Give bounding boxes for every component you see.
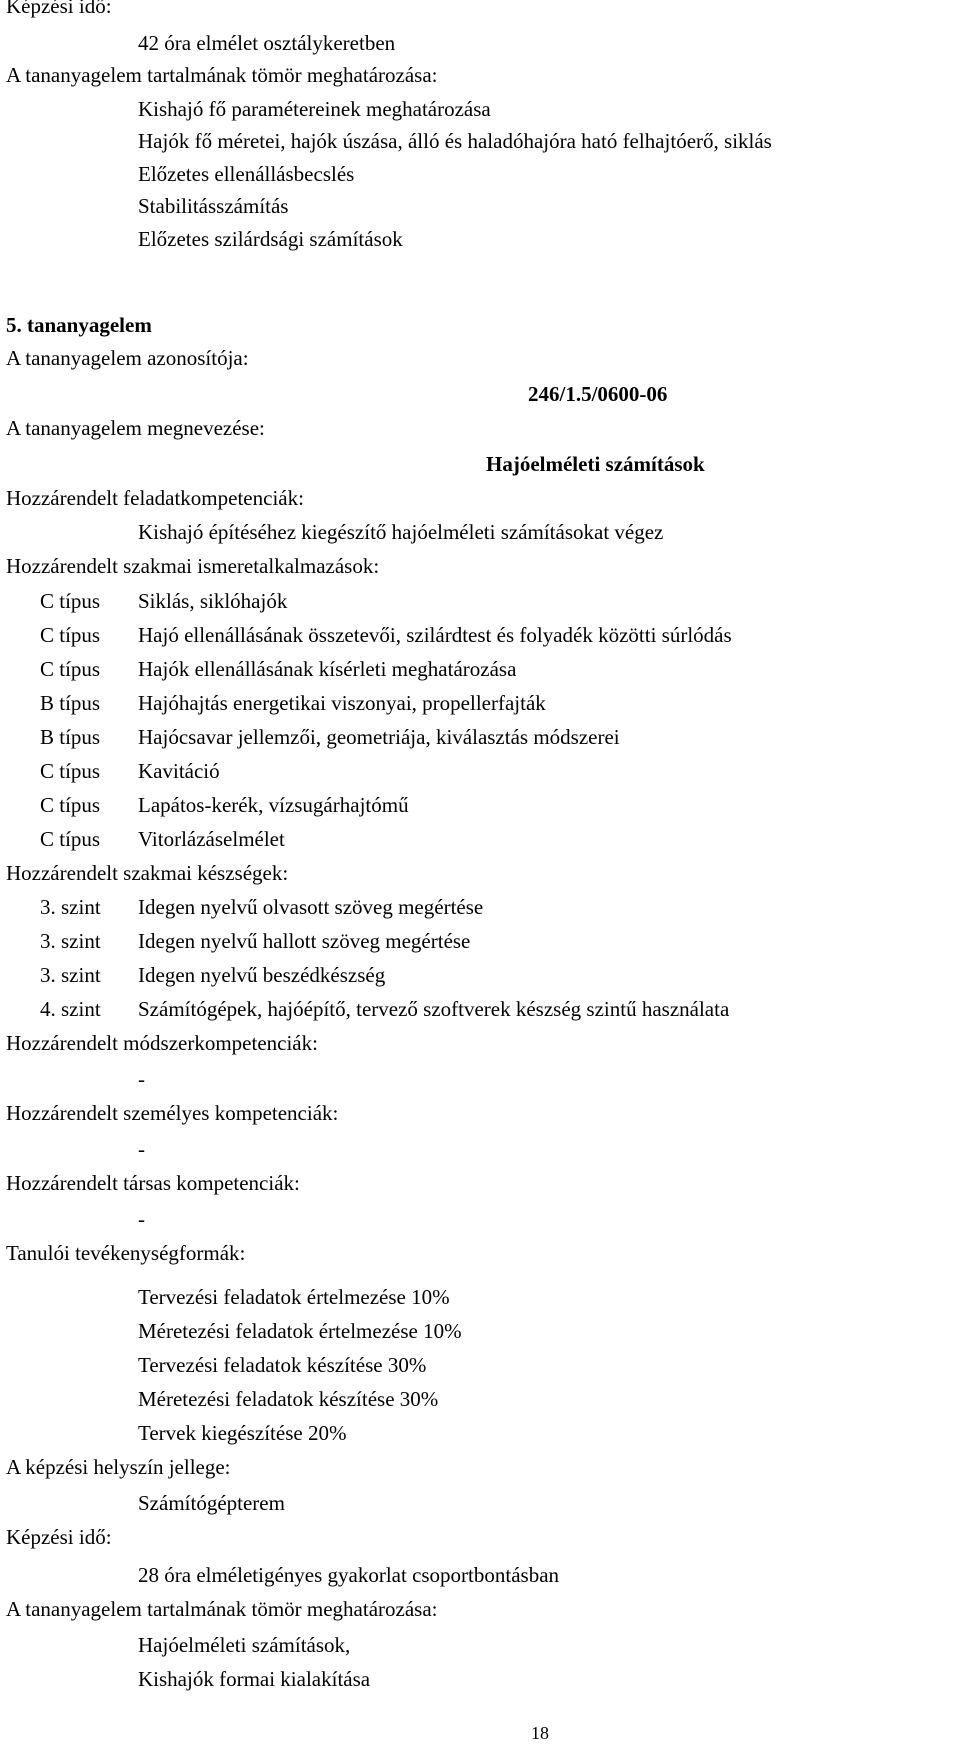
content-item: Hajók fő méretei, hajók úszása, álló és haladóhajóra ható felhajtóerő, siklás: [138, 129, 772, 153]
task-competence-value: Kishajó építéséhez kiegészítő hajóelméleti számításokat végez: [138, 520, 664, 544]
content-label-2: A tananyagelem tartalmának tömör meghatározása:: [6, 1597, 438, 1621]
training-time-value-2: 28 óra elméletigényes gyakorlat csoportbontásban: [138, 1563, 560, 1587]
knowledge-label: Hozzárendelt szakmai ismeretalkalmazások:: [6, 554, 380, 578]
method-competence-value: -: [138, 1067, 145, 1091]
social-competence-label: Hozzárendelt társas kompetenciák:: [6, 1171, 300, 1195]
activity-item: Méretezési feladatok értelmezése 10%: [138, 1319, 462, 1343]
knowledge-type: C típus: [40, 827, 101, 851]
content-item: Hajóelméleti számítások,: [138, 1633, 351, 1657]
knowledge-text: Hajók ellenállásának kísérleti meghatározása: [138, 657, 517, 681]
skill-level: 4. szint: [40, 997, 101, 1021]
skill-text: Idegen nyelvű beszédkészség: [138, 963, 386, 987]
content-item: Stabilitásszámítás: [138, 194, 289, 218]
skill-level: 3. szint: [40, 895, 101, 919]
knowledge-type: C típus: [40, 759, 101, 783]
activity-label: Tanulói tevékenységformák:: [6, 1241, 246, 1265]
skill-text: Idegen nyelvű hallott szöveg megértése: [138, 929, 471, 953]
page-number: 18: [531, 1723, 549, 1743]
training-time-label-2: Képzési idő:: [6, 1525, 112, 1549]
task-competence-label: Hozzárendelt feladatkompetenciák:: [6, 486, 304, 510]
location-label: A képzési helyszín jellege:: [6, 1455, 231, 1479]
activity-item: Tervezési feladatok készítése 30%: [138, 1353, 427, 1377]
module-name-label: A tananyagelem megnevezése:: [6, 416, 265, 440]
training-time-value: 42 óra elmélet osztálykeretben: [138, 31, 396, 55]
skill-level: 3. szint: [40, 963, 101, 987]
knowledge-text: Hajó ellenállásának összetevői, szilárdtest és folyadék közötti súrlódás: [138, 623, 732, 647]
knowledge-type: C típus: [40, 589, 101, 613]
knowledge-text: Hajócsavar jellemzői, geometriája, kiválasztás módszerei: [138, 725, 620, 749]
module-heading: 5. tananyagelem: [6, 313, 152, 337]
knowledge-text: Lapátos-kerék, vízsugárhajtómű: [138, 793, 409, 817]
knowledge-type: C típus: [40, 657, 101, 681]
personal-competence-label: Hozzárendelt személyes kompetenciák:: [6, 1101, 339, 1125]
knowledge-text: Kavitáció: [138, 759, 220, 783]
knowledge-text: Vitorlázáselmélet: [138, 827, 285, 851]
activity-item: Méretezési feladatok készítése 30%: [138, 1387, 439, 1411]
skill-level: 3. szint: [40, 929, 101, 953]
knowledge-text: Hajóhajtás energetikai viszonyai, propellerfajták: [138, 691, 546, 715]
module-name-value: Hajóelméleti számítások: [486, 452, 705, 476]
personal-competence-value: -: [138, 1137, 145, 1161]
knowledge-type: C típus: [40, 623, 101, 647]
content-label: A tananyagelem tartalmának tömör meghatározása:: [6, 63, 438, 87]
activity-item: Tervezési feladatok értelmezése 10%: [138, 1285, 450, 1309]
activity-item: Tervek kiegészítése 20%: [138, 1421, 347, 1445]
content-item: Előzetes ellenállásbecslés: [138, 162, 355, 186]
content-item: Előzetes szilárdsági számítások: [138, 227, 403, 251]
training-time-label: Képzési idő:: [6, 0, 112, 18]
skill-text: Idegen nyelvű olvasott szöveg megértése: [138, 895, 484, 919]
knowledge-type: C típus: [40, 793, 101, 817]
knowledge-type: B típus: [40, 691, 101, 715]
knowledge-type: B típus: [40, 725, 101, 749]
content-item: Kishajó fő paramétereinek meghatározása: [138, 97, 491, 121]
skill-text: Számítógépek, hajóépítő, tervező szoftverek készség szintű használata: [138, 997, 730, 1021]
content-item: Kishajók formai kialakítása: [138, 1667, 371, 1691]
skills-label: Hozzárendelt szakmai készségek:: [6, 861, 289, 885]
module-id-value: 246/1.5/0600-06: [528, 382, 668, 406]
knowledge-text: Siklás, siklóhajók: [138, 589, 288, 613]
module-id-label: A tananyagelem azonosítója:: [6, 346, 249, 370]
location-value: Számítógépterem: [138, 1491, 285, 1515]
method-competence-label: Hozzárendelt módszerkompetenciák:: [6, 1031, 318, 1055]
social-competence-value: -: [138, 1207, 145, 1231]
